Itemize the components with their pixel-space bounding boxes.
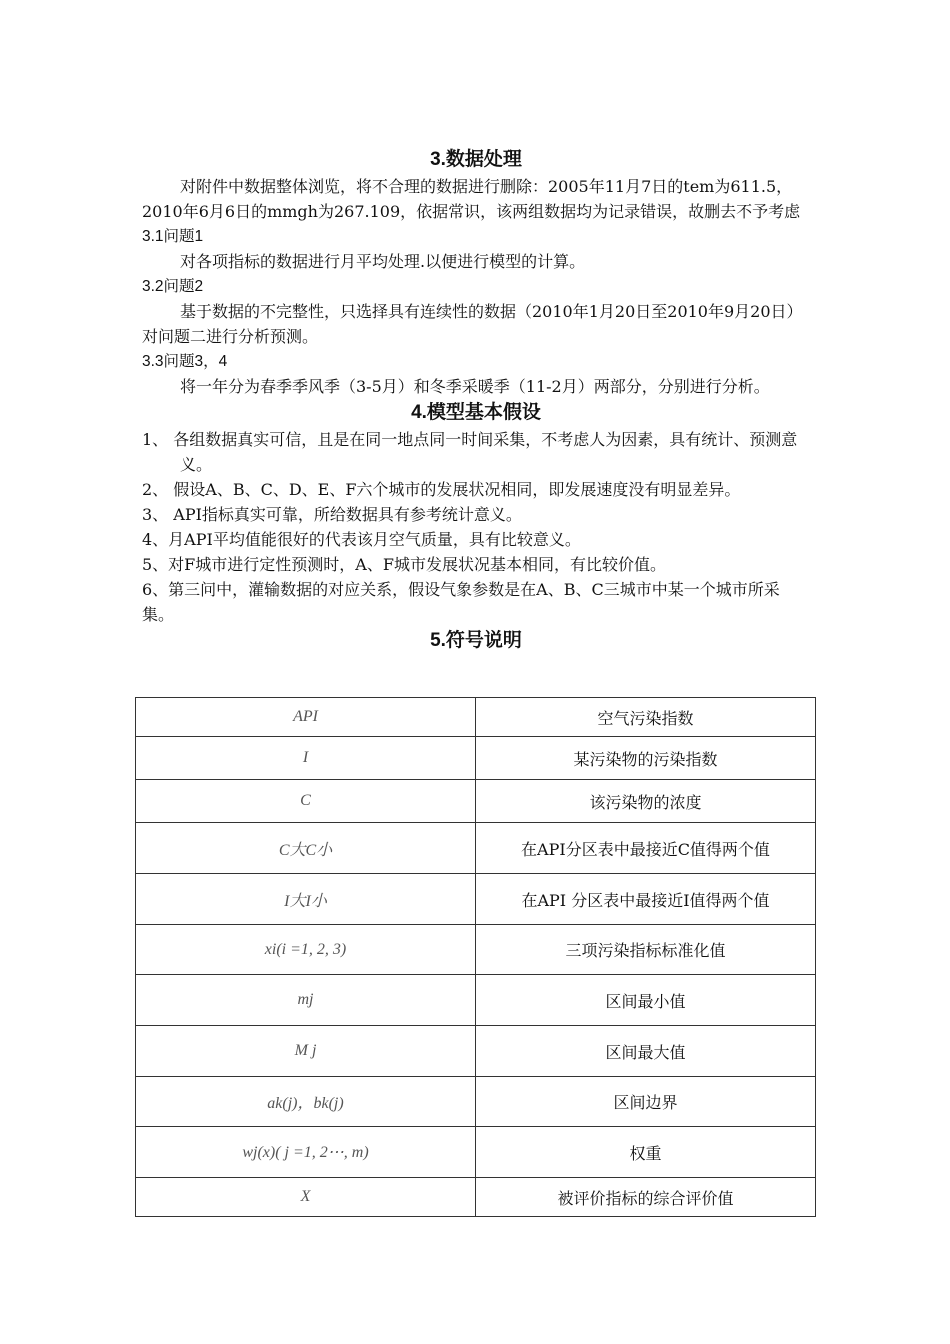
table-row xyxy=(136,925,816,975)
table-row xyxy=(136,1127,816,1178)
symbol-cell: I大I小 xyxy=(136,874,476,925)
symbol-cell: API xyxy=(136,698,476,737)
symbol-cell: xi(i =1, 2, 3) xyxy=(136,925,476,975)
description-cell: 空气污染指数 xyxy=(476,698,816,737)
assumption-item: 5、对F城市进行定性预测时，A、F城市发展状况基本相同，有比较价值。 xyxy=(142,555,666,574)
section-4-title: 4.模型基本假设 xyxy=(411,402,541,423)
table-row xyxy=(136,698,816,737)
symbol-cell: C xyxy=(136,780,476,823)
symbol-cell: C大C小 xyxy=(136,823,476,874)
assumption-item: 6、第三问中，灌输数据的对应关系，假设气象参数是在A、B、C三城市中某一个城市所采集。 xyxy=(142,580,780,624)
question-2-text: 基于数据的不完整性，只选择具有连续性的数据（2010年1月20日至2010年9月20日）对问题二进行分析预测。 xyxy=(142,302,803,346)
table-row xyxy=(136,780,816,823)
table-row xyxy=(136,874,816,925)
question-3-title: 3.3问题3，4 xyxy=(142,353,228,370)
assumption-item: 1、 各组数据真实可信，且是在同一地点同一时间采集，不考虑人为因素，具有统计、预测意义。 xyxy=(142,430,798,474)
symbol-table xyxy=(135,697,816,1217)
symbol-cell: I xyxy=(136,737,476,780)
table-row xyxy=(136,1178,816,1217)
table-row xyxy=(136,737,816,780)
symbol-cell: X xyxy=(136,1178,476,1217)
section-3-title: 3.数据处理 xyxy=(430,149,522,170)
table-row xyxy=(136,975,816,1026)
symbol-cell: wj(x)( j =1, 2⋯, m) xyxy=(136,1127,476,1178)
question-1-title: 3.1问题1 xyxy=(142,228,204,245)
table-row xyxy=(136,1026,816,1077)
description-cell: 在API分区表中最接近C值得两个值 xyxy=(476,823,816,874)
description-cell: 某污染物的污染指数 xyxy=(476,737,816,780)
assumption-item: 2、 假设A、B、C、D、E、F六个城市的发展状况相同，即发展速度没有明显差异。 xyxy=(142,480,741,499)
description-cell: 该污染物的浓度 xyxy=(476,780,816,823)
description-cell: 区间边界 xyxy=(476,1077,816,1127)
question-1-text: 对各项指标的数据进行月平均处理.以便进行模型的计算。 xyxy=(180,252,586,271)
table-row xyxy=(136,1077,816,1127)
description-cell: 区间最大值 xyxy=(476,1026,816,1077)
section-5-title: 5.符号说明 xyxy=(430,630,522,651)
table-row xyxy=(136,823,816,874)
assumption-item: 3、 API指标真实可靠，所给数据具有参考统计意义。 xyxy=(142,505,522,524)
question-3-text: 将一年分为春季季风季（3-5月）和冬季采暖季（11-2月）两部分，分别进行分析。 xyxy=(180,377,770,396)
page-content xyxy=(142,146,810,655)
description-cell: 权重 xyxy=(476,1127,816,1178)
description-cell: 被评价指标的综合评价值 xyxy=(476,1178,816,1217)
question-2-title: 3.2问题2 xyxy=(142,278,204,295)
assumption-item: 4、月API平均值能很好的代表该月空气质量，具有比较意义。 xyxy=(142,530,581,549)
symbol-cell: M j xyxy=(136,1026,476,1077)
symbol-cell: ak(j)，bk(j) xyxy=(136,1077,476,1127)
description-cell: 区间最小值 xyxy=(476,975,816,1026)
symbol-cell: mj xyxy=(136,975,476,1026)
description-cell: 三项污染指标标准化值 xyxy=(476,925,816,975)
description-cell: 在API 分区表中最接近I值得两个值 xyxy=(476,874,816,925)
section-3-paragraph: 对附件中数据整体浏览，将不合理的数据进行删除：2005年11月7日的tem为611.5，2010年6月6日的mmgh为267.109，依据常识，该两组数据均为记录错误，故删去不予考虑 xyxy=(142,177,801,221)
